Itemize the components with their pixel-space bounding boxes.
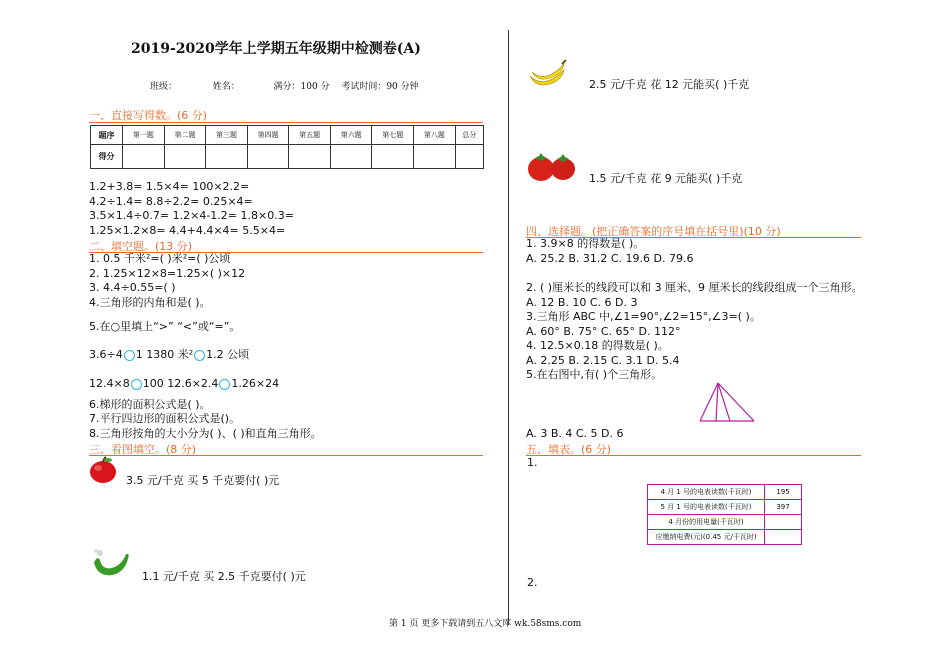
choice-q3: 3.三角形 ABC 中,∠1=90°,∠2=15°,∠3=( )。	[526, 310, 761, 323]
elec-row-value: 397	[765, 500, 802, 515]
score-header-cell: 第七题	[372, 126, 414, 145]
page-footer: 第 1 页 更多下载请到五八文库 wk.58sms.com	[389, 619, 582, 629]
score-header-cell: 第一题	[123, 126, 165, 145]
compare-row-2	[89, 377, 279, 391]
choice-q2-options: A. 12 B. 10 C. 6 D. 3	[526, 296, 638, 309]
full-score: 满分：100 分	[273, 82, 330, 92]
cucumber-question: 1.1 元/千克 买 2.5 千克要付( )元	[142, 570, 306, 583]
compare-circle[interactable]	[124, 350, 135, 361]
electricity-table	[647, 484, 802, 545]
fill-q5: 5.在○里填上“>” “<”或“=”。	[89, 320, 241, 333]
score-cell[interactable]	[372, 145, 414, 169]
score-header-cell: 第二题	[164, 126, 206, 145]
table-q1-label: 1.	[527, 456, 538, 469]
fill-q2: 2. 1.25×12×8=1.25×( )×12	[89, 267, 246, 280]
cucumber-icon	[88, 545, 132, 581]
triangle-figure	[698, 380, 758, 424]
section-5-heading: 五、填表。(6 分)	[526, 443, 612, 456]
exam-info	[150, 80, 419, 94]
score-header-cell: 第六题	[330, 126, 372, 145]
score-header-cell: 第四题	[247, 126, 289, 145]
score-header-cell: 第三题	[206, 126, 248, 145]
choice-q1: 1. 3.9×8 的得数是( )。	[526, 237, 645, 250]
banana-icon	[526, 56, 568, 90]
score-cell[interactable]	[414, 145, 456, 169]
score-cell[interactable]	[206, 145, 248, 169]
section-2-heading: 二、填空题。(13 分)	[89, 240, 193, 253]
section-1-heading: 一、直接写得数。(6 分)	[89, 109, 208, 122]
choice-q3-options: A. 60° B. 75° C. 65° D. 112°	[526, 325, 681, 338]
score-cell[interactable]	[123, 145, 165, 169]
score-header-cell: 第五题	[289, 126, 331, 145]
elec-row-label: 4 月份的用电量(千瓦时)	[648, 515, 765, 530]
section-4-heading: 四、选择题。(把正确答案的序号填在括号里)(10 分)	[526, 225, 781, 238]
elec-row-value[interactable]	[765, 515, 802, 530]
calc-line-1: 1.2+3.8= 1.5×4= 100×2.2=	[89, 180, 250, 193]
calc-line-3: 3.5×1.4÷0.7= 1.2×4-1.2= 1.8×0.3=	[89, 209, 294, 222]
score-cell[interactable]	[164, 145, 206, 169]
fill-q4: 4.三角形的内角和是( )。	[89, 296, 211, 309]
compare-row-1	[89, 348, 249, 362]
compare-circle[interactable]	[131, 379, 142, 390]
score-table	[90, 125, 484, 169]
section-5-rule	[526, 455, 861, 456]
fill-q6: 6.梯形的面积公式是( )。	[89, 398, 211, 411]
section-3-heading: 三、看图填空。(8 分)	[89, 443, 197, 456]
score-header-cell: 第八题	[414, 126, 456, 145]
calc-line-2: 4.2÷1.4= 8.8÷2.2= 0.25×4=	[89, 195, 253, 208]
choice-q4: 4. 12.5×0.18 的得数是( )。	[526, 339, 669, 352]
compare-circle[interactable]	[194, 350, 205, 361]
calc-line-4: 1.25×1.2×8= 4.4+4.4×4= 5.5×4=	[89, 224, 286, 237]
section-3-rule	[89, 455, 483, 456]
fill-q8: 8.三角形按角的大小分为( )、( )和直角三角形。	[89, 427, 322, 440]
table-q2-label: 2.	[527, 576, 538, 589]
choice-q5: 5.在右图中,有( )个三角形。	[526, 368, 663, 381]
elec-row-value[interactable]	[765, 530, 802, 545]
choice-q5-options: A. 3 B. 4 C. 5 D. 6	[526, 427, 624, 440]
compare-expr: 12.4×8	[89, 377, 130, 390]
apple-question: 3.5 元/千克 买 5 千克要付( )元	[126, 474, 280, 487]
column-divider	[508, 30, 509, 625]
compare-expr: 100 12.6×2.4	[142, 377, 219, 390]
score-header-cell: 总分	[455, 126, 483, 145]
section-1-rule	[89, 122, 483, 123]
elec-row-label: 4 月 1 号的电表读数(千瓦时)	[648, 485, 765, 500]
score-row-label: 得分	[91, 145, 123, 169]
score-cell[interactable]	[247, 145, 289, 169]
fill-q1: 1. 0.5 千米²=( )米²=( )公顷	[89, 252, 231, 265]
elec-row-label: 5 月 1 号的电表读数(千瓦时)	[648, 500, 765, 515]
choice-q1-options: A. 25.2 B. 31.2 C. 19.6 D. 79.6	[526, 252, 694, 265]
choice-q4-options: A. 2.25 B. 2.15 C. 3.1 D. 5.4	[526, 354, 680, 367]
exam-time: 考试时间：90 分钟	[341, 82, 419, 92]
elec-row-label: 应缴纳电费(元)(0.45 元/千瓦时)	[648, 530, 765, 545]
compare-expr: 1.26×24	[231, 377, 280, 390]
score-cell[interactable]	[330, 145, 372, 169]
compare-expr: 3.6÷4	[89, 348, 123, 361]
page-title: 2019-2020学年上学期五年级期中检测卷(A)	[131, 41, 421, 57]
banana-question: 2.5 元/千克 花 12 元能买( )千克	[589, 78, 750, 91]
tomato-icon	[526, 150, 578, 184]
score-cell[interactable]	[455, 145, 483, 169]
apple-icon	[88, 455, 118, 485]
choice-q2: 2. ( )厘米长的线段可以和 3 厘米、9 厘米长的线段组成一个三角形。	[526, 281, 863, 294]
compare-expr: 1 1380 米²	[135, 348, 194, 361]
compare-circle[interactable]	[219, 379, 230, 390]
fill-q7: 7.平行四边形的面积公式是()。	[89, 412, 241, 425]
compare-expr: 1.2 公顷	[206, 348, 250, 361]
name-label: 姓名：	[212, 82, 240, 92]
fill-q3: 3. 4.4÷0.55=( )	[89, 281, 176, 294]
score-cell[interactable]	[289, 145, 331, 169]
class-label: 班级：	[150, 82, 178, 92]
tomato-question: 1.5 元/千克 花 9 元能买( )千克	[589, 172, 743, 185]
score-header-cell: 题序	[91, 126, 123, 145]
elec-row-value: 195	[765, 485, 802, 500]
